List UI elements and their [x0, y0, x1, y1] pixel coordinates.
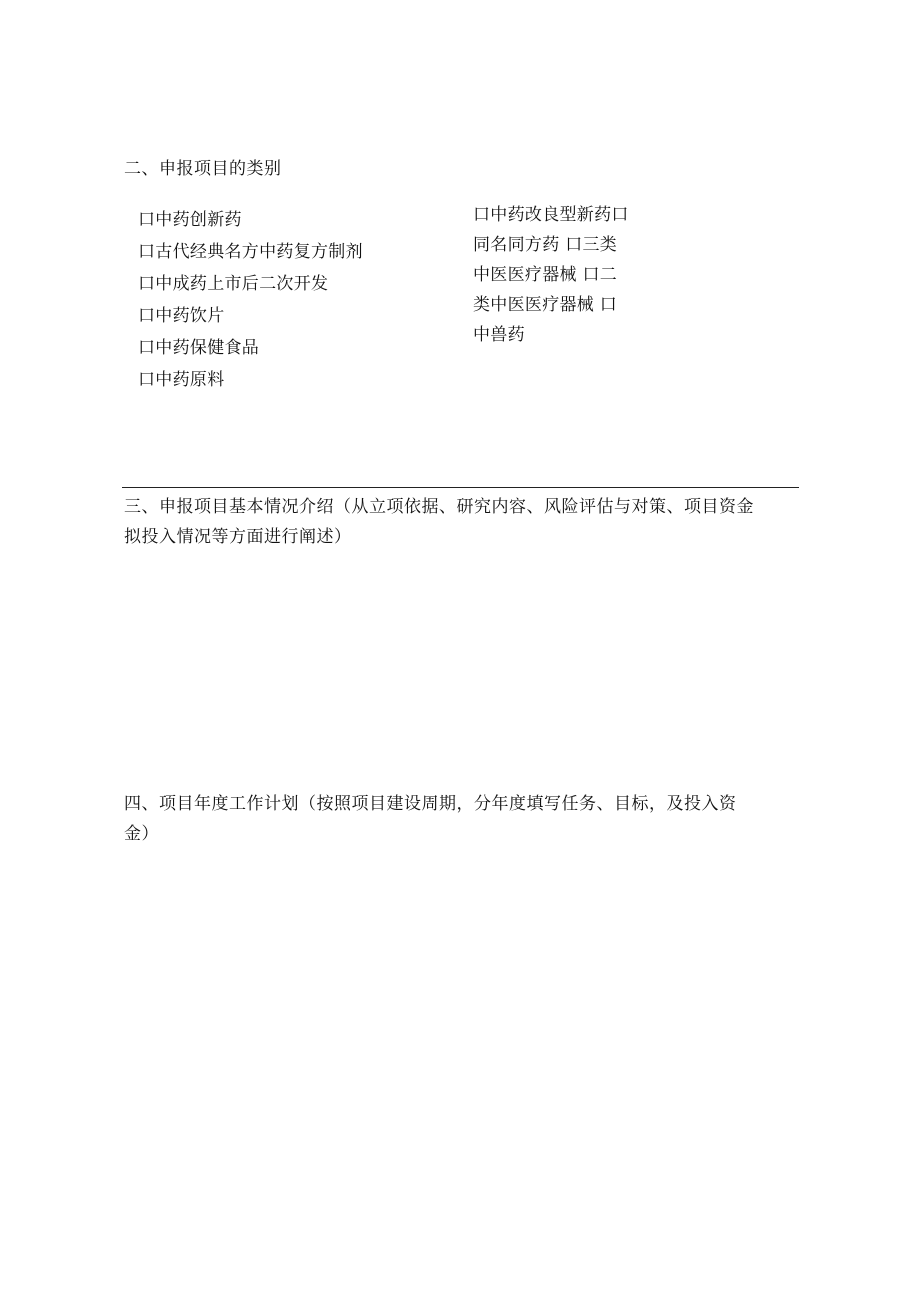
category-option-raw-materials[interactable]: 口中药原料: [138, 370, 225, 390]
section-3-title-line-1: 三、申报项目基本情况介绍（从立项依据、研究内容、风险评估与对策、项目资金: [124, 497, 754, 517]
section-2-title: 二、申报项目的类别: [124, 159, 282, 179]
section-3-title: [124, 492, 754, 552]
section-3-title-line-2: 拟投入情况等方面进行阐述）: [124, 527, 352, 547]
category-option-line-3[interactable]: 中医医疗器械 口二: [473, 265, 618, 285]
category-option-line-4[interactable]: 类中医医疗器械 口: [473, 295, 618, 315]
category-option-line-2[interactable]: 同名同方药 口三类: [473, 235, 618, 255]
category-option-classical-formula[interactable]: 口古代经典名方中药复方制剂: [138, 242, 363, 262]
category-options-left: [138, 204, 363, 396]
category-options-right: [473, 200, 629, 350]
section-4-title: [124, 789, 737, 849]
category-option-line-5[interactable]: 中兽药: [473, 325, 525, 345]
category-option-health-food[interactable]: 口中药保健食品: [138, 338, 260, 358]
category-option-post-market-development[interactable]: 口中成药上市后二次开发: [138, 274, 329, 294]
section-4-title-line-1: 四、项目年度工作计划（按照项目建设周期，分年度填写任务、目标，及投入资: [124, 794, 737, 814]
category-option-line-1[interactable]: 口中药改良型新药口: [473, 205, 629, 225]
category-option-innovative-tcm[interactable]: 口中药创新药: [138, 210, 242, 230]
section-4-title-line-2: 金）: [124, 824, 159, 844]
section-divider: [122, 487, 799, 488]
category-option-decoction-pieces[interactable]: 口中药饮片: [138, 306, 225, 326]
